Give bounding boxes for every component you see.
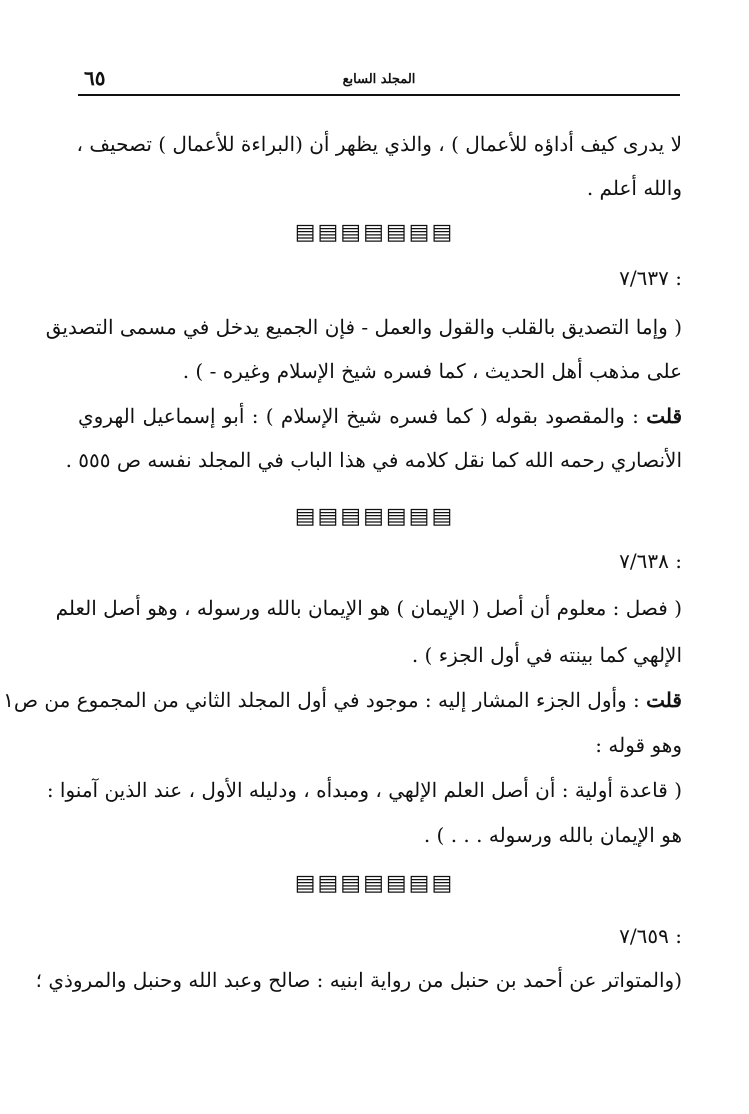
volume-title: المجلد السابع xyxy=(342,72,416,87)
page-number: ٦٥ xyxy=(84,66,106,90)
paragraph-line: لا يدرى كيف أداؤه للأعمال ) ، والذي يظهر أن (البراءة للأعمال ) تصحيف ، xyxy=(76,132,682,156)
section-ornament: ▤▤▤▤▤▤▤ xyxy=(294,871,455,896)
quote-line: على مذهب أهل الحديث ، كما فسره شيخ الإسلام وغيره - ) . xyxy=(182,359,682,383)
note-label: قلت xyxy=(646,404,683,428)
note-label: قلت xyxy=(646,688,682,712)
section-ornament: ▤▤▤▤▤▤▤ xyxy=(294,220,455,245)
note-line xyxy=(78,406,682,426)
reference-label: : ٧/٦٣٨ xyxy=(619,549,682,573)
quote-line: ( فصل : معلوم أن أصل ( الإيمان ) هو الإيمان بالله ورسوله ، وهو أصل العلم xyxy=(55,596,682,620)
note-text: : وأول الجزء المشار إليه : موجود في أول المجلد الثاني من المجموع من ص١ xyxy=(3,688,640,712)
note-line: وهو قوله : xyxy=(595,733,682,757)
note-line: الأنصاري رحمه الله كما نقل كلامه في هذا الباب في المجلد نفسه ص ٥٥٥ . xyxy=(65,448,682,472)
quote-line: (والمتواتر عن أحمد بن حنبل من رواية ابنيه : صالح وعبد الله وحنبل والمروذي ؛ xyxy=(35,968,682,992)
quote-line: ( قاعدة أولية : أن أصل العلم الإلهي ، ومبدأه ، ودليله الأول ، عند الذين آمنوا : xyxy=(46,778,682,802)
section-ornament: ▤▤▤▤▤▤▤ xyxy=(294,504,455,529)
quote-line: الإلهي كما بينته في أول الجزء ) . xyxy=(411,643,682,667)
reference-label: : ٧/٦٥٩ xyxy=(619,924,682,948)
paragraph-line: والله أعلم . xyxy=(586,176,682,200)
quote-line: هو الإيمان بالله ورسوله . . . ) . xyxy=(423,823,682,847)
note-line xyxy=(3,688,682,712)
page-header xyxy=(78,62,680,96)
quote-line: ( وإما التصديق بالقلب والقول والعمل - فإن الجميع يدخل في مسمى التصديق xyxy=(45,315,682,339)
reference-label: : ٧/٦٣٧ xyxy=(619,266,682,290)
note-text: : والمقصود بقوله ( كما فسره شيخ الإسلام ) : أبو إسماعيل الهروي xyxy=(78,404,639,428)
header-rule xyxy=(78,94,680,96)
